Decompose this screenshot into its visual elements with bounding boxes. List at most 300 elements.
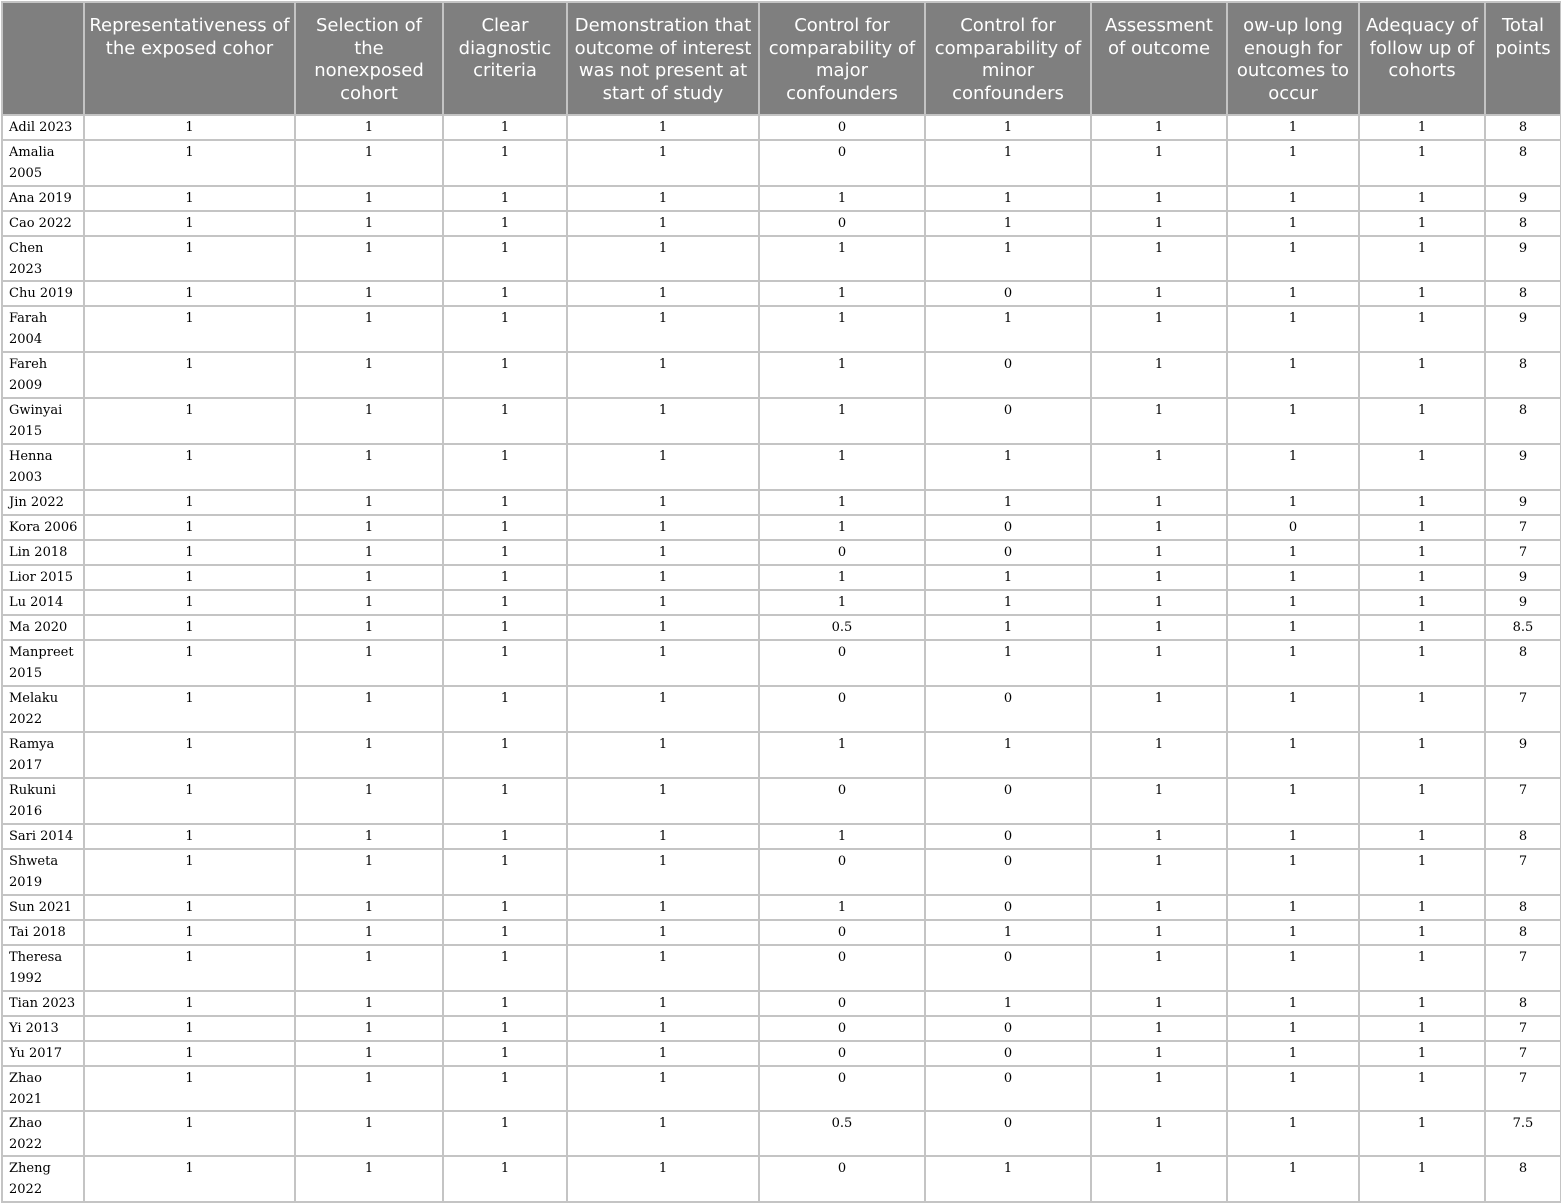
cell-follow-up-long-enough: 1 (1227, 1066, 1359, 1111)
cell-total-points: 9 (1485, 732, 1561, 778)
cell-selection-nonexposed: 1 (295, 186, 443, 211)
cell-assessment-of-outcome: 1 (1091, 1111, 1227, 1156)
cell-clear-diagnostic-criteria: 1 (443, 490, 567, 515)
cell-outcome-not-present: 1 (567, 211, 759, 236)
header-adequacy-of-follow-up: Adequacy of follow up of cohorts (1359, 2, 1485, 115)
cell-study-name: Theresa 1992 (2, 945, 84, 991)
cell-assessment-of-outcome: 1 (1091, 211, 1227, 236)
cell-assessment-of-outcome: 1 (1091, 1066, 1227, 1111)
cell-follow-up-long-enough: 1 (1227, 849, 1359, 895)
header-representativeness: Representativeness of the exposed cohor (84, 2, 295, 115)
cell-outcome-not-present: 1 (567, 115, 759, 140)
cell-adequacy-of-follow-up: 1 (1359, 281, 1485, 306)
cell-study-name: Adil 2023 (2, 115, 84, 140)
cell-clear-diagnostic-criteria: 1 (443, 686, 567, 732)
cell-major-confounders: 1 (759, 236, 925, 281)
cell-adequacy-of-follow-up: 1 (1359, 945, 1485, 991)
cell-major-confounders: 0 (759, 540, 925, 565)
cell-major-confounders: 0 (759, 140, 925, 186)
table-row (2, 281, 1561, 306)
cell-minor-confounders: 0 (925, 352, 1091, 398)
cell-assessment-of-outcome: 1 (1091, 444, 1227, 490)
table-row (2, 306, 1561, 352)
cell-total-points: 9 (1485, 590, 1561, 615)
cell-study-name: Ma 2020 (2, 615, 84, 640)
cell-minor-confounders: 0 (925, 1066, 1091, 1111)
cell-major-confounders: 0 (759, 945, 925, 991)
cell-major-confounders: 0 (759, 1041, 925, 1066)
cell-assessment-of-outcome: 1 (1091, 686, 1227, 732)
cell-study-name: Tai 2018 (2, 920, 84, 945)
header-minor-confounders: Control for comparability of minor confounders (925, 2, 1091, 115)
cell-selection-nonexposed: 1 (295, 352, 443, 398)
cell-total-points: 7 (1485, 515, 1561, 540)
cell-minor-confounders: 1 (925, 490, 1091, 515)
cell-study-name: Rukuni 2016 (2, 778, 84, 824)
cell-representativeness: 1 (84, 778, 295, 824)
cell-follow-up-long-enough: 1 (1227, 565, 1359, 590)
cell-major-confounders: 0 (759, 640, 925, 686)
cell-minor-confounders: 1 (925, 565, 1091, 590)
cell-total-points: 9 (1485, 444, 1561, 490)
cell-follow-up-long-enough: 1 (1227, 186, 1359, 211)
cell-minor-confounders: 1 (925, 640, 1091, 686)
cell-study-name: Yi 2013 (2, 1016, 84, 1041)
cell-clear-diagnostic-criteria: 1 (443, 640, 567, 686)
cell-assessment-of-outcome: 1 (1091, 281, 1227, 306)
cell-outcome-not-present: 1 (567, 590, 759, 615)
cell-selection-nonexposed: 1 (295, 590, 443, 615)
cell-assessment-of-outcome: 1 (1091, 920, 1227, 945)
cell-representativeness: 1 (84, 281, 295, 306)
cell-outcome-not-present: 1 (567, 515, 759, 540)
cell-adequacy-of-follow-up: 1 (1359, 444, 1485, 490)
header-row (2, 2, 1561, 115)
cell-minor-confounders: 0 (925, 1041, 1091, 1066)
cell-assessment-of-outcome: 1 (1091, 1156, 1227, 1202)
cell-major-confounders: 0 (759, 1066, 925, 1111)
cell-assessment-of-outcome: 1 (1091, 732, 1227, 778)
cell-representativeness: 1 (84, 849, 295, 895)
cell-adequacy-of-follow-up: 1 (1359, 115, 1485, 140)
table-row (2, 590, 1561, 615)
cell-minor-confounders: 0 (925, 1016, 1091, 1041)
cell-selection-nonexposed: 1 (295, 824, 443, 849)
cell-study-name: Tian 2023 (2, 991, 84, 1016)
cell-adequacy-of-follow-up: 1 (1359, 824, 1485, 849)
cell-adequacy-of-follow-up: 1 (1359, 732, 1485, 778)
cell-clear-diagnostic-criteria: 1 (443, 515, 567, 540)
cell-minor-confounders: 0 (925, 1111, 1091, 1156)
cell-outcome-not-present: 1 (567, 140, 759, 186)
cell-total-points: 8 (1485, 920, 1561, 945)
cell-outcome-not-present: 1 (567, 778, 759, 824)
cell-outcome-not-present: 1 (567, 352, 759, 398)
cell-clear-diagnostic-criteria: 1 (443, 1016, 567, 1041)
cell-major-confounders: 1 (759, 306, 925, 352)
cell-selection-nonexposed: 1 (295, 849, 443, 895)
cell-outcome-not-present: 1 (567, 945, 759, 991)
cell-follow-up-long-enough: 1 (1227, 540, 1359, 565)
cell-representativeness: 1 (84, 732, 295, 778)
cell-major-confounders: 0 (759, 991, 925, 1016)
cell-adequacy-of-follow-up: 1 (1359, 540, 1485, 565)
cell-study-name: Amalia 2005 (2, 140, 84, 186)
cell-follow-up-long-enough: 1 (1227, 211, 1359, 236)
cell-assessment-of-outcome: 1 (1091, 1016, 1227, 1041)
cell-adequacy-of-follow-up: 1 (1359, 211, 1485, 236)
cell-clear-diagnostic-criteria: 1 (443, 920, 567, 945)
cell-minor-confounders: 1 (925, 211, 1091, 236)
cell-outcome-not-present: 1 (567, 540, 759, 565)
cell-total-points: 7 (1485, 1016, 1561, 1041)
cell-clear-diagnostic-criteria: 1 (443, 615, 567, 640)
cell-clear-diagnostic-criteria: 1 (443, 540, 567, 565)
cell-selection-nonexposed: 1 (295, 945, 443, 991)
cell-major-confounders: 1 (759, 565, 925, 590)
cell-total-points: 7 (1485, 1066, 1561, 1111)
cell-representativeness: 1 (84, 895, 295, 920)
cell-major-confounders: 1 (759, 281, 925, 306)
table-row (2, 895, 1561, 920)
table-row (2, 945, 1561, 991)
cell-follow-up-long-enough: 1 (1227, 490, 1359, 515)
cell-clear-diagnostic-criteria: 1 (443, 115, 567, 140)
cell-study-name: Zheng 2022 (2, 1156, 84, 1202)
cell-minor-confounders: 1 (925, 306, 1091, 352)
table-row (2, 778, 1561, 824)
cell-major-confounders: 0 (759, 1016, 925, 1041)
table-body (2, 115, 1561, 1202)
cell-assessment-of-outcome: 1 (1091, 615, 1227, 640)
cell-follow-up-long-enough: 1 (1227, 732, 1359, 778)
cell-total-points: 7 (1485, 540, 1561, 565)
cell-total-points: 8 (1485, 640, 1561, 686)
cell-clear-diagnostic-criteria: 1 (443, 398, 567, 444)
cell-outcome-not-present: 1 (567, 615, 759, 640)
cell-representativeness: 1 (84, 640, 295, 686)
cell-representativeness: 1 (84, 398, 295, 444)
cell-minor-confounders: 1 (925, 920, 1091, 945)
cell-selection-nonexposed: 1 (295, 306, 443, 352)
cell-assessment-of-outcome: 1 (1091, 306, 1227, 352)
cell-follow-up-long-enough: 1 (1227, 398, 1359, 444)
cell-total-points: 7 (1485, 778, 1561, 824)
cell-representativeness: 1 (84, 444, 295, 490)
cell-adequacy-of-follow-up: 1 (1359, 895, 1485, 920)
cell-clear-diagnostic-criteria: 1 (443, 849, 567, 895)
cell-clear-diagnostic-criteria: 1 (443, 140, 567, 186)
table-row (2, 352, 1561, 398)
table-row (2, 1016, 1561, 1041)
cell-adequacy-of-follow-up: 1 (1359, 991, 1485, 1016)
cell-adequacy-of-follow-up: 1 (1359, 1016, 1485, 1041)
table-row (2, 1041, 1561, 1066)
cell-assessment-of-outcome: 1 (1091, 895, 1227, 920)
table-row (2, 640, 1561, 686)
cell-clear-diagnostic-criteria: 1 (443, 211, 567, 236)
cell-follow-up-long-enough: 1 (1227, 115, 1359, 140)
cell-total-points: 7 (1485, 849, 1561, 895)
cell-follow-up-long-enough: 1 (1227, 1041, 1359, 1066)
cell-outcome-not-present: 1 (567, 920, 759, 945)
cell-total-points: 8 (1485, 398, 1561, 444)
cell-representativeness: 1 (84, 920, 295, 945)
cell-total-points: 7.5 (1485, 1111, 1561, 1156)
cell-outcome-not-present: 1 (567, 1016, 759, 1041)
cell-follow-up-long-enough: 1 (1227, 1016, 1359, 1041)
table-row (2, 565, 1561, 590)
cell-clear-diagnostic-criteria: 1 (443, 1156, 567, 1202)
cell-study-name: Sari 2014 (2, 824, 84, 849)
cell-representativeness: 1 (84, 140, 295, 186)
cell-adequacy-of-follow-up: 1 (1359, 1156, 1485, 1202)
cell-assessment-of-outcome: 1 (1091, 490, 1227, 515)
cell-selection-nonexposed: 1 (295, 991, 443, 1016)
cell-major-confounders: 0 (759, 920, 925, 945)
cell-selection-nonexposed: 1 (295, 565, 443, 590)
cell-total-points: 9 (1485, 306, 1561, 352)
cell-assessment-of-outcome: 1 (1091, 515, 1227, 540)
cell-adequacy-of-follow-up: 1 (1359, 515, 1485, 540)
cell-selection-nonexposed: 1 (295, 515, 443, 540)
cell-study-name: Lior 2015 (2, 565, 84, 590)
cell-assessment-of-outcome: 1 (1091, 236, 1227, 281)
cell-minor-confounders: 1 (925, 615, 1091, 640)
cell-study-name: Farah 2004 (2, 306, 84, 352)
cell-representativeness: 1 (84, 1041, 295, 1066)
cell-outcome-not-present: 1 (567, 565, 759, 590)
cell-follow-up-long-enough: 1 (1227, 945, 1359, 991)
cell-study-name: Melaku 2022 (2, 686, 84, 732)
cell-adequacy-of-follow-up: 1 (1359, 490, 1485, 515)
header-major-confounders: Control for comparability of major confounders (759, 2, 925, 115)
cell-study-name: Ana 2019 (2, 186, 84, 211)
cell-minor-confounders: 0 (925, 686, 1091, 732)
cell-assessment-of-outcome: 1 (1091, 945, 1227, 991)
cell-adequacy-of-follow-up: 1 (1359, 1111, 1485, 1156)
cell-outcome-not-present: 1 (567, 186, 759, 211)
cell-minor-confounders: 1 (925, 140, 1091, 186)
cell-major-confounders: 0.5 (759, 615, 925, 640)
cell-clear-diagnostic-criteria: 1 (443, 444, 567, 490)
cell-study-name: Lin 2018 (2, 540, 84, 565)
cell-clear-diagnostic-criteria: 1 (443, 778, 567, 824)
cell-follow-up-long-enough: 1 (1227, 1111, 1359, 1156)
header-outcome-not-present: Demonstration that outcome of interest was not present at start of study (567, 2, 759, 115)
cell-major-confounders: 1 (759, 352, 925, 398)
cell-follow-up-long-enough: 1 (1227, 920, 1359, 945)
cell-follow-up-long-enough: 1 (1227, 140, 1359, 186)
cell-study-name: Ramya 2017 (2, 732, 84, 778)
cell-total-points: 7 (1485, 686, 1561, 732)
table-row (2, 1111, 1561, 1156)
cell-representativeness: 1 (84, 565, 295, 590)
cell-major-confounders: 1 (759, 444, 925, 490)
header-follow-up-long-enough: ow-up long enough for outcomes to occur (1227, 2, 1359, 115)
header-study (2, 2, 84, 115)
cell-minor-confounders: 1 (925, 732, 1091, 778)
table-row (2, 732, 1561, 778)
table-row (2, 824, 1561, 849)
cell-outcome-not-present: 1 (567, 444, 759, 490)
cell-study-name: Yu 2017 (2, 1041, 84, 1066)
cell-follow-up-long-enough: 1 (1227, 824, 1359, 849)
cell-assessment-of-outcome: 1 (1091, 849, 1227, 895)
cell-total-points: 8.5 (1485, 615, 1561, 640)
cell-minor-confounders: 0 (925, 515, 1091, 540)
cell-minor-confounders: 0 (925, 849, 1091, 895)
cell-total-points: 9 (1485, 565, 1561, 590)
table-row (2, 490, 1561, 515)
table-row (2, 211, 1561, 236)
cell-minor-confounders: 1 (925, 991, 1091, 1016)
cell-total-points: 8 (1485, 991, 1561, 1016)
header-selection-nonexposed: Selection of the nonexposed cohort (295, 2, 443, 115)
cell-representativeness: 1 (84, 540, 295, 565)
table-row (2, 615, 1561, 640)
cell-minor-confounders: 1 (925, 590, 1091, 615)
table-row (2, 186, 1561, 211)
cell-clear-diagnostic-criteria: 1 (443, 1111, 567, 1156)
table-row (2, 540, 1561, 565)
cell-major-confounders: 1 (759, 398, 925, 444)
cell-study-name: Henna 2003 (2, 444, 84, 490)
cell-major-confounders: 0 (759, 849, 925, 895)
cell-total-points: 8 (1485, 281, 1561, 306)
table-row (2, 236, 1561, 281)
cell-follow-up-long-enough: 1 (1227, 281, 1359, 306)
table-row (2, 515, 1561, 540)
cell-study-name: Fareh 2009 (2, 352, 84, 398)
cell-selection-nonexposed: 1 (295, 732, 443, 778)
cell-outcome-not-present: 1 (567, 824, 759, 849)
cell-clear-diagnostic-criteria: 1 (443, 732, 567, 778)
cell-minor-confounders: 0 (925, 778, 1091, 824)
cell-minor-confounders: 0 (925, 945, 1091, 991)
cell-assessment-of-outcome: 1 (1091, 398, 1227, 444)
cell-selection-nonexposed: 1 (295, 1066, 443, 1111)
cell-selection-nonexposed: 1 (295, 490, 443, 515)
cell-representativeness: 1 (84, 306, 295, 352)
cell-minor-confounders: 0 (925, 895, 1091, 920)
cell-clear-diagnostic-criteria: 1 (443, 590, 567, 615)
cell-selection-nonexposed: 1 (295, 686, 443, 732)
cell-selection-nonexposed: 1 (295, 615, 443, 640)
cell-follow-up-long-enough: 1 (1227, 686, 1359, 732)
cell-representativeness: 1 (84, 945, 295, 991)
header-assessment-of-outcome: Assessment of outcome (1091, 2, 1227, 115)
cell-total-points: 8 (1485, 824, 1561, 849)
table-row (2, 991, 1561, 1016)
cell-major-confounders: 1 (759, 895, 925, 920)
cell-major-confounders: 1 (759, 824, 925, 849)
cell-assessment-of-outcome: 1 (1091, 1041, 1227, 1066)
cell-total-points: 8 (1485, 140, 1561, 186)
cell-representativeness: 1 (84, 236, 295, 281)
cell-assessment-of-outcome: 1 (1091, 115, 1227, 140)
cell-outcome-not-present: 1 (567, 1156, 759, 1202)
cell-clear-diagnostic-criteria: 1 (443, 895, 567, 920)
cell-outcome-not-present: 1 (567, 281, 759, 306)
cell-major-confounders: 1 (759, 590, 925, 615)
cell-outcome-not-present: 1 (567, 1066, 759, 1111)
cell-selection-nonexposed: 1 (295, 1016, 443, 1041)
cell-selection-nonexposed: 1 (295, 281, 443, 306)
cell-outcome-not-present: 1 (567, 895, 759, 920)
cell-assessment-of-outcome: 1 (1091, 640, 1227, 686)
table-row (2, 115, 1561, 140)
cell-follow-up-long-enough: 1 (1227, 590, 1359, 615)
cell-clear-diagnostic-criteria: 1 (443, 281, 567, 306)
cell-total-points: 8 (1485, 115, 1561, 140)
cell-minor-confounders: 0 (925, 540, 1091, 565)
cell-outcome-not-present: 1 (567, 1041, 759, 1066)
cell-adequacy-of-follow-up: 1 (1359, 565, 1485, 590)
cell-clear-diagnostic-criteria: 1 (443, 352, 567, 398)
cell-selection-nonexposed: 1 (295, 211, 443, 236)
cell-study-name: Jin 2022 (2, 490, 84, 515)
table-row (2, 1156, 1561, 1202)
cell-representativeness: 1 (84, 515, 295, 540)
cell-major-confounders: 0 (759, 211, 925, 236)
cell-follow-up-long-enough: 1 (1227, 352, 1359, 398)
cell-minor-confounders: 1 (925, 236, 1091, 281)
cell-clear-diagnostic-criteria: 1 (443, 565, 567, 590)
table-row (2, 686, 1561, 732)
cell-minor-confounders: 1 (925, 444, 1091, 490)
cell-study-name: Lu 2014 (2, 590, 84, 615)
cell-adequacy-of-follow-up: 1 (1359, 1066, 1485, 1111)
cell-adequacy-of-follow-up: 1 (1359, 236, 1485, 281)
cell-assessment-of-outcome: 1 (1091, 352, 1227, 398)
cell-selection-nonexposed: 1 (295, 115, 443, 140)
cell-study-name: Zhao 2022 (2, 1111, 84, 1156)
cell-outcome-not-present: 1 (567, 398, 759, 444)
cell-follow-up-long-enough: 1 (1227, 640, 1359, 686)
cell-assessment-of-outcome: 1 (1091, 991, 1227, 1016)
cell-adequacy-of-follow-up: 1 (1359, 920, 1485, 945)
cell-selection-nonexposed: 1 (295, 1156, 443, 1202)
table-row (2, 849, 1561, 895)
cell-adequacy-of-follow-up: 1 (1359, 590, 1485, 615)
cell-clear-diagnostic-criteria: 1 (443, 1066, 567, 1111)
cell-follow-up-long-enough: 1 (1227, 306, 1359, 352)
cell-selection-nonexposed: 1 (295, 398, 443, 444)
header-clear-diagnostic-criteria: Clear diagnostic criteria (443, 2, 567, 115)
cell-representativeness: 1 (84, 1066, 295, 1111)
cell-follow-up-long-enough: 1 (1227, 444, 1359, 490)
cell-total-points: 8 (1485, 895, 1561, 920)
cell-representativeness: 1 (84, 186, 295, 211)
cell-outcome-not-present: 1 (567, 490, 759, 515)
header-total-points: Total points (1485, 2, 1561, 115)
cell-minor-confounders: 1 (925, 115, 1091, 140)
cell-outcome-not-present: 1 (567, 236, 759, 281)
cell-major-confounders: 0.5 (759, 1111, 925, 1156)
cell-adequacy-of-follow-up: 1 (1359, 352, 1485, 398)
cell-adequacy-of-follow-up: 1 (1359, 778, 1485, 824)
cell-selection-nonexposed: 1 (295, 140, 443, 186)
cell-follow-up-long-enough: 1 (1227, 991, 1359, 1016)
cell-clear-diagnostic-criteria: 1 (443, 306, 567, 352)
cell-selection-nonexposed: 1 (295, 1041, 443, 1066)
cell-outcome-not-present: 1 (567, 306, 759, 352)
cell-representativeness: 1 (84, 590, 295, 615)
cell-clear-diagnostic-criteria: 1 (443, 1041, 567, 1066)
cell-major-confounders: 0 (759, 778, 925, 824)
cell-assessment-of-outcome: 1 (1091, 565, 1227, 590)
